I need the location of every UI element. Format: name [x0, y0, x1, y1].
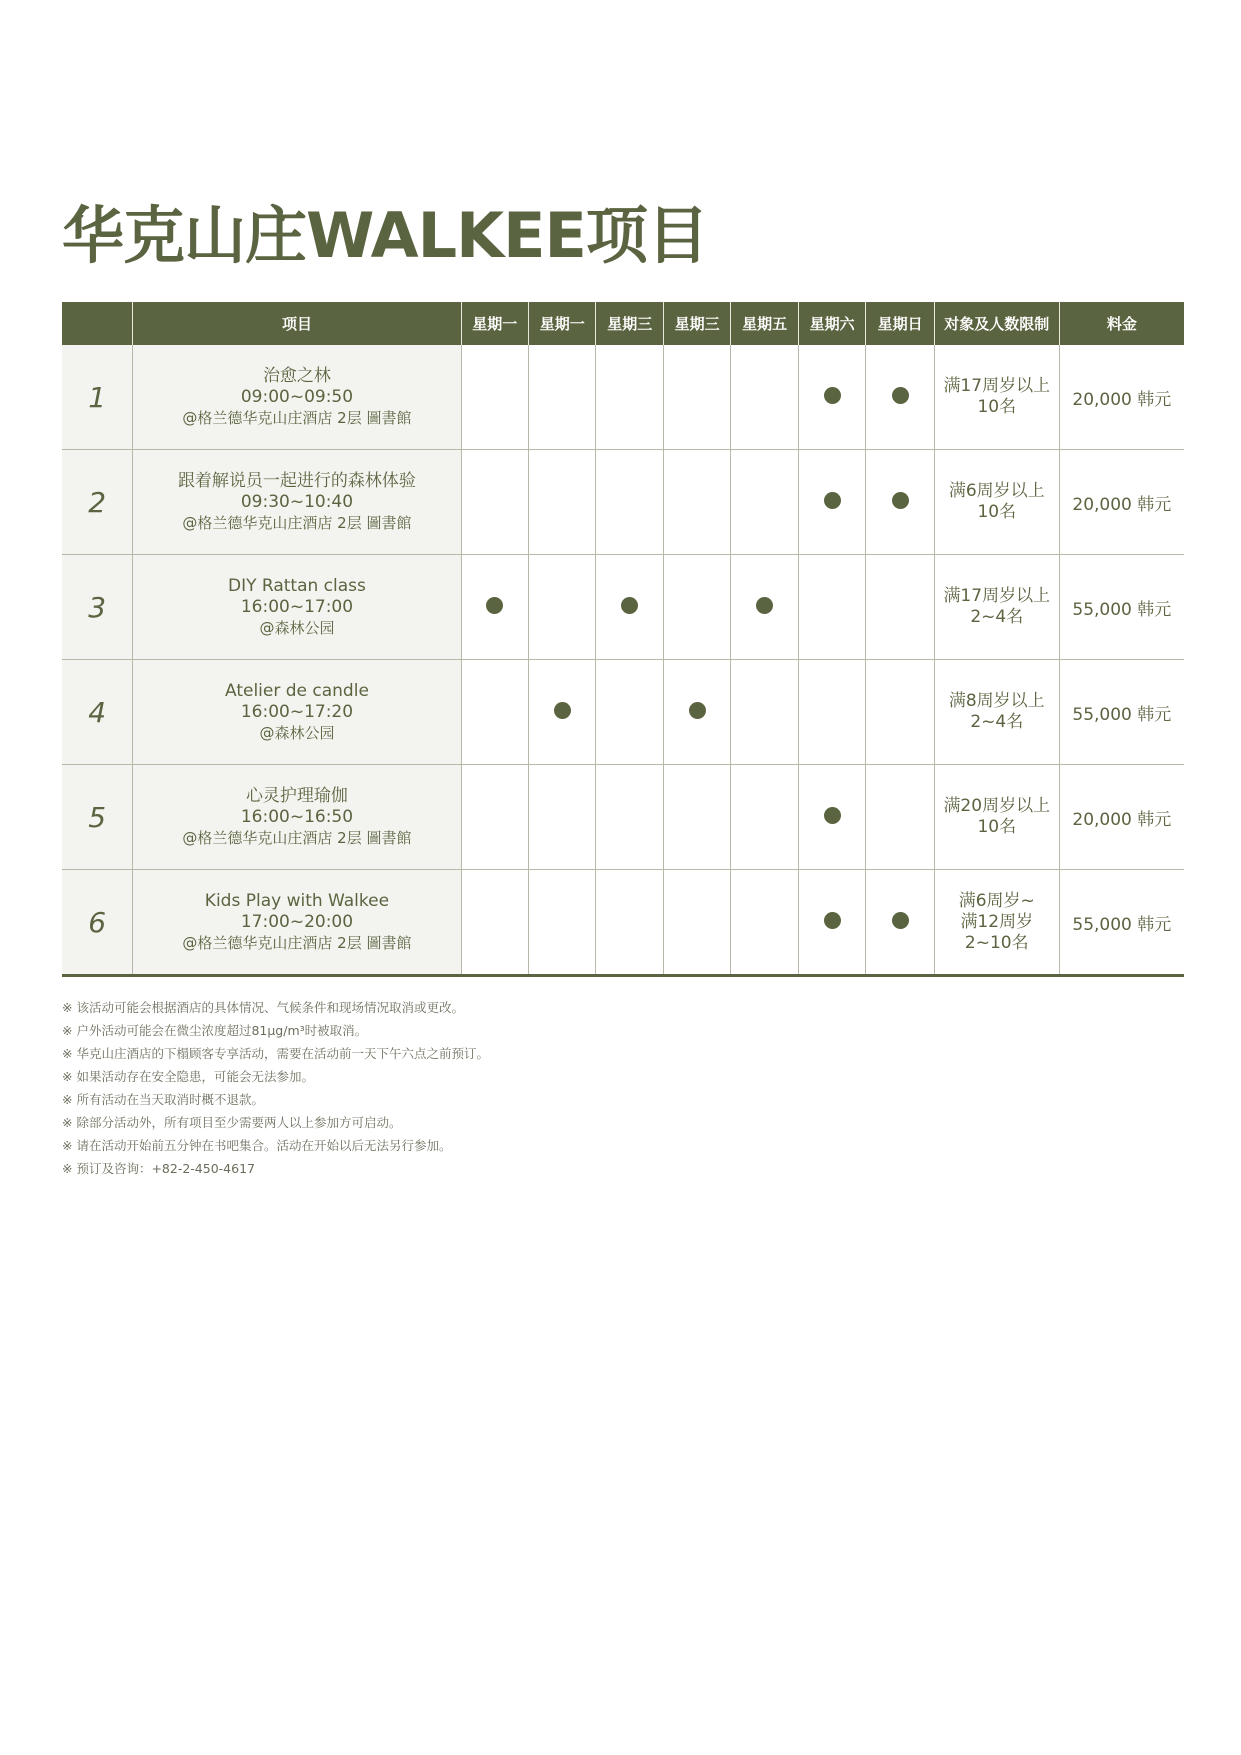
- available-dot-icon: [689, 702, 706, 719]
- day-cell: [461, 870, 528, 976]
- target-line: 满17周岁以上: [943, 586, 1051, 606]
- program-time: 16:00~17:00: [240, 596, 354, 617]
- program-name: 跟着解说员一起进行的森林体验: [177, 470, 416, 491]
- row-number: 6: [62, 870, 133, 976]
- available-dot-icon: [892, 492, 909, 509]
- page-title: 华克山庄WALKEE项目: [62, 199, 708, 272]
- program-schedule-table: [62, 302, 1184, 977]
- program-cell: [133, 555, 461, 660]
- target-line: 10名: [977, 397, 1017, 417]
- row-number: 3: [62, 555, 133, 660]
- day-cell: [663, 555, 730, 660]
- header-fee: 料金: [1059, 302, 1184, 345]
- day-cell: [529, 345, 596, 450]
- day-cell: [731, 870, 798, 976]
- available-dot-icon: [824, 387, 841, 404]
- fee-cell: 55,000 韩元: [1059, 555, 1184, 660]
- target-line: 2~4名: [970, 712, 1024, 732]
- header-day: 星期六: [798, 302, 865, 345]
- program-cell: [133, 870, 461, 976]
- day-cell: [866, 555, 935, 660]
- note-item: ※ 所有活动在当天取消时概不退款。: [62, 1092, 264, 1107]
- day-cell: [866, 870, 935, 976]
- day-cell: [798, 450, 865, 555]
- target-cell: [934, 765, 1059, 870]
- header-day: 星期一: [461, 302, 528, 345]
- program-location: @格兰德华克山庄酒店 2层 圖書館: [182, 408, 412, 427]
- target-line: 满6周岁~: [958, 890, 1035, 911]
- available-dot-icon: [824, 807, 841, 824]
- day-cell: [866, 660, 935, 765]
- fee-cell: 55,000 韩元: [1059, 870, 1184, 976]
- target-cell: [934, 450, 1059, 555]
- row-number: 5: [62, 765, 133, 870]
- table-header-row: [62, 302, 1184, 345]
- day-cell: [731, 660, 798, 765]
- day-cell: [731, 450, 798, 555]
- program-cell: [133, 450, 461, 555]
- table-row: [62, 765, 1184, 870]
- day-cell: [866, 765, 935, 870]
- target-line: 满17周岁以上: [943, 376, 1051, 396]
- program-location: @格兰德华克山庄酒店 2层 圖書館: [182, 828, 412, 847]
- table-row: [62, 555, 1184, 660]
- target-cell: [934, 345, 1059, 450]
- day-cell: [798, 660, 865, 765]
- program-location: @森林公园: [259, 618, 335, 637]
- day-cell: [529, 450, 596, 555]
- note-item: ※ 请在活动开始前五分钟在书吧集合。活动在开始以后无法另行参加。: [62, 1138, 452, 1153]
- row-number: 4: [62, 660, 133, 765]
- available-dot-icon: [756, 597, 773, 614]
- fee-cell: 20,000 韩元: [1059, 765, 1184, 870]
- note-item: ※ 华克山庄酒店的下榻顾客专享活动，需要在活动前一天下午六点之前预订。: [62, 1046, 489, 1061]
- program-cell: [133, 765, 461, 870]
- day-cell: [529, 660, 596, 765]
- note-item: ※ 该活动可能会根据酒店的具体情况、气候条件和现场情况取消或更改。: [62, 1000, 464, 1015]
- program-name: 心灵护理瑜伽: [245, 785, 348, 806]
- header-program: 项目: [133, 302, 461, 345]
- day-cell: [866, 450, 935, 555]
- available-dot-icon: [554, 702, 571, 719]
- day-cell: [596, 555, 663, 660]
- fee-cell: 20,000 韩元: [1072, 389, 1172, 410]
- day-cell: [596, 660, 663, 765]
- note-item: ※ 如果活动存在安全隐患，可能会无法参加。: [62, 1069, 314, 1084]
- day-cell: [798, 345, 865, 450]
- day-cell: [798, 765, 865, 870]
- day-cell: [461, 450, 528, 555]
- day-cell: [663, 660, 730, 765]
- note-item: ※ 除部分活动外，所有项目至少需要两人以上参加方可启动。: [62, 1115, 402, 1130]
- program-time: 16:00~16:50: [240, 806, 354, 827]
- header-day: 星期一: [529, 302, 596, 345]
- header-day: 星期日: [866, 302, 935, 345]
- target-cell: [934, 870, 1059, 976]
- day-cell: [663, 450, 730, 555]
- day-cell: [596, 765, 663, 870]
- program-name: 治愈之林: [262, 365, 331, 386]
- day-cell: [461, 345, 528, 450]
- day-cell: [596, 450, 663, 555]
- note-item: ※ 预订及咨询：+82-2-450-4617: [62, 1161, 255, 1176]
- available-dot-icon: [824, 912, 841, 929]
- fee-cell: 55,000 韩元: [1059, 660, 1184, 765]
- program-name: Kids Play with Walkee: [204, 890, 390, 911]
- available-dot-icon: [621, 597, 638, 614]
- program-time: 09:30~10:40: [240, 491, 354, 512]
- header-number: [62, 302, 133, 345]
- available-dot-icon: [892, 387, 909, 404]
- fee-cell: 20,000 韩元: [1059, 450, 1184, 555]
- program-location: @格兰德华克山庄酒店 2层 圖書館: [182, 933, 412, 952]
- header-target: 对象及人数限制: [934, 302, 1059, 345]
- row-number: 2: [62, 450, 133, 555]
- table-row: [62, 345, 1184, 450]
- row-number: 1: [62, 345, 133, 450]
- table-row: [62, 870, 1184, 976]
- day-cell: [529, 765, 596, 870]
- day-cell: [596, 345, 663, 450]
- header-day: 星期三: [596, 302, 663, 345]
- day-cell: [461, 765, 528, 870]
- day-cell: [663, 345, 730, 450]
- program-location: @森林公园: [259, 723, 335, 742]
- target-line: 满20周岁以上: [943, 796, 1051, 816]
- day-cell: [731, 765, 798, 870]
- day-cell: [596, 870, 663, 976]
- target-line: 满6周岁以上: [948, 481, 1045, 501]
- table-row: [62, 450, 1184, 555]
- target-line: 2~4名: [970, 607, 1024, 627]
- target-cell: [934, 660, 1059, 765]
- day-cell: [731, 555, 798, 660]
- header-day: 星期三: [663, 302, 730, 345]
- target-line: 10名: [977, 502, 1017, 522]
- target-line: 满8周岁以上: [948, 691, 1045, 711]
- day-cell: [461, 660, 528, 765]
- available-dot-icon: [486, 597, 503, 614]
- available-dot-icon: [892, 912, 909, 929]
- day-cell: [529, 870, 596, 976]
- program-cell: [133, 660, 461, 765]
- day-cell: [798, 870, 865, 976]
- program-time: 09:00~09:50: [240, 386, 354, 407]
- note-item: ※ 户外活动可能会在微尘浓度超过81μg/m³时被取消。: [62, 1023, 368, 1038]
- program-time: 17:00~20:00: [240, 911, 354, 932]
- target-line: 2~10名: [964, 932, 1029, 953]
- day-cell: [866, 345, 935, 450]
- day-cell: [731, 345, 798, 450]
- program-time: 16:00~17:20: [240, 701, 354, 722]
- target-line: 满12周岁: [960, 911, 1034, 932]
- notes-list: [62, 996, 489, 1180]
- available-dot-icon: [824, 492, 841, 509]
- target-line: 10名: [977, 817, 1017, 837]
- header-day: 星期五: [731, 302, 798, 345]
- day-cell: [663, 765, 730, 870]
- table-row: [62, 660, 1184, 765]
- program-cell: [133, 345, 461, 450]
- program-name: DIY Rattan class: [228, 575, 366, 596]
- target-cell: [934, 555, 1059, 660]
- day-cell: [529, 555, 596, 660]
- program-location: @格兰德华克山庄酒店 2层 圖書館: [182, 513, 412, 532]
- day-cell: [798, 555, 865, 660]
- day-cell: [663, 870, 730, 976]
- program-name: Atelier de candle: [224, 680, 369, 701]
- day-cell: [461, 555, 528, 660]
